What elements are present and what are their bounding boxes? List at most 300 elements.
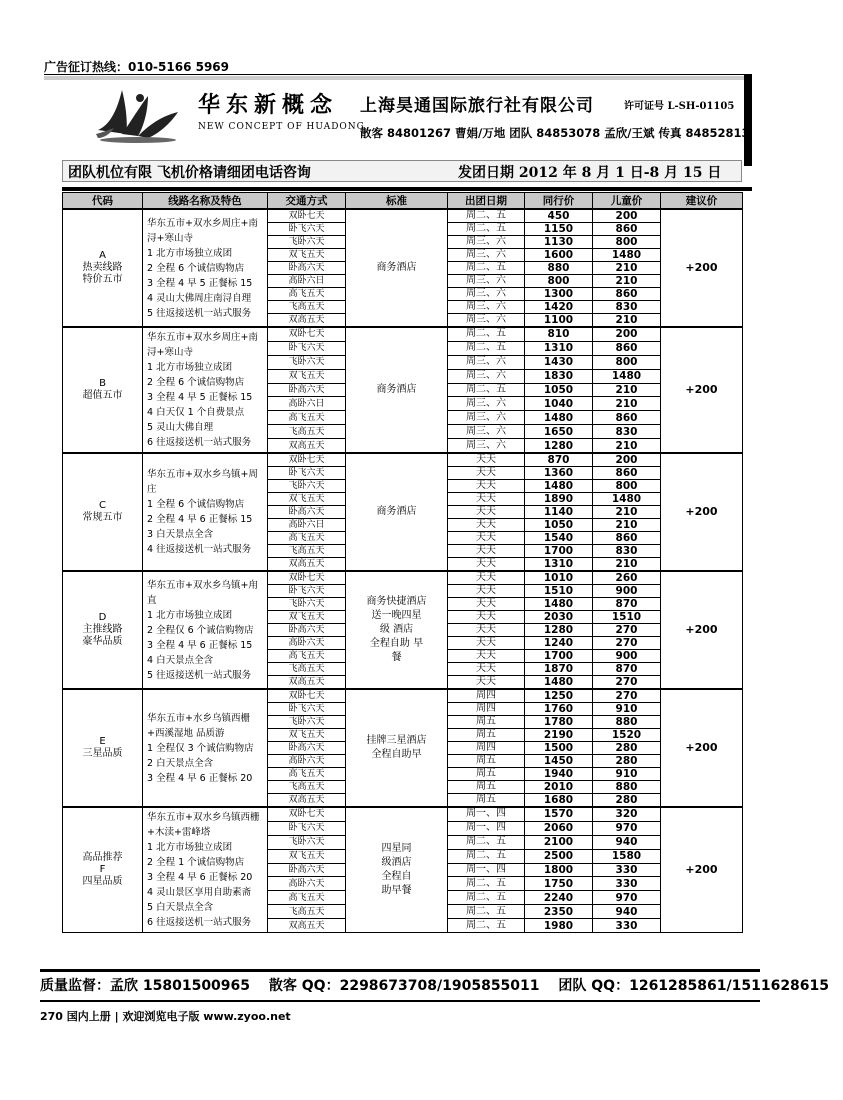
child-price: 210 bbox=[593, 275, 661, 288]
child-price: 1480 bbox=[593, 493, 661, 506]
transport-mode: 卧高六天 bbox=[268, 863, 346, 877]
transport-mode: 双飞五天 bbox=[268, 249, 346, 262]
transport-mode: 双飞五天 bbox=[268, 369, 346, 383]
child-price: 860 bbox=[593, 532, 661, 545]
peer-price: 1750 bbox=[525, 877, 593, 891]
transport-mode: 高飞五天 bbox=[268, 411, 346, 425]
child-price: 210 bbox=[593, 519, 661, 532]
transport-mode: 卧高六天 bbox=[268, 506, 346, 519]
hotel-standard-line: 全程自助早 bbox=[371, 749, 422, 760]
departure-day: 周一、四 bbox=[448, 807, 525, 821]
peer-price: 1150 bbox=[525, 223, 593, 236]
header-gray-band bbox=[44, 76, 744, 80]
table-row bbox=[63, 453, 743, 467]
hotel-standard bbox=[346, 209, 448, 327]
hotel-standard-line: 全程自 bbox=[381, 871, 412, 882]
route-feature-line: 1 全程 6 个诚信购物店 bbox=[147, 499, 245, 510]
group-code-line: 常规五市 bbox=[82, 512, 123, 523]
transport-mode: 卧高六天 bbox=[268, 383, 346, 397]
child-price: 330 bbox=[593, 919, 661, 933]
departure-day: 天天 bbox=[448, 624, 525, 637]
departure-day: 天天 bbox=[448, 480, 525, 493]
child-price: 880 bbox=[593, 716, 661, 729]
child-price: 870 bbox=[593, 598, 661, 611]
departure-day: 周二、五 bbox=[448, 835, 525, 849]
departure-day: 周一、四 bbox=[448, 821, 525, 835]
route-feature-line: 6 往返接送机一站式服务 bbox=[147, 437, 252, 448]
child-price: 210 bbox=[593, 314, 661, 328]
child-price: 940 bbox=[593, 905, 661, 919]
contact-numbers: 散客 84801267 曹娟/万地 团队 84853078 孟欣/王斌 传真 84852813 bbox=[360, 126, 750, 140]
hotel-standard-line: 商务快捷酒店 bbox=[366, 596, 427, 607]
tour-group bbox=[63, 209, 743, 327]
peer-price: 1480 bbox=[525, 411, 593, 425]
peer-price: 2350 bbox=[525, 905, 593, 919]
peer-price: 1780 bbox=[525, 716, 593, 729]
departure-day: 周二、五 bbox=[448, 891, 525, 905]
departure-day: 周三、六 bbox=[448, 355, 525, 369]
hotel-standard bbox=[346, 807, 448, 933]
transport-mode: 双高五天 bbox=[268, 558, 346, 572]
route-feature-line: 4 灵山大佛周庄南浔自理 bbox=[147, 292, 252, 304]
route-feature-line: 华东五市+双水乡乌镇+甪直 bbox=[147, 579, 258, 606]
peer-price: 1450 bbox=[525, 755, 593, 768]
route-feature-line: 5 白天景点全含 bbox=[147, 902, 214, 913]
license-number: 许可证号 L-SH-01105 bbox=[624, 101, 735, 112]
child-price: 870 bbox=[593, 663, 661, 676]
peer-price: 1760 bbox=[525, 703, 593, 716]
brand-logo-icon bbox=[92, 84, 188, 144]
group-code-line: 特价五市 bbox=[82, 274, 123, 285]
peer-price: 1510 bbox=[525, 585, 593, 598]
group-code-line: F bbox=[99, 864, 106, 875]
peer-price: 1250 bbox=[525, 689, 593, 703]
group-code bbox=[63, 327, 143, 453]
transport-mode: 双高五天 bbox=[268, 676, 346, 690]
transport-mode: 飞高五天 bbox=[268, 545, 346, 558]
footer-divider bbox=[40, 969, 760, 972]
peer-price: 1420 bbox=[525, 301, 593, 314]
child-price: 970 bbox=[593, 821, 661, 835]
page-footer: 270 国内上册 | 欢迎浏览电子版 www.zyoo.net bbox=[40, 1010, 291, 1023]
peer-price: 1800 bbox=[525, 863, 593, 877]
peer-price: 1980 bbox=[525, 919, 593, 933]
departure-day: 周二、五 bbox=[448, 209, 525, 223]
departure-day: 天天 bbox=[448, 676, 525, 690]
peer-price: 1940 bbox=[525, 768, 593, 781]
peer-price: 1280 bbox=[525, 439, 593, 453]
child-price: 210 bbox=[593, 262, 661, 275]
transport-mode: 卧飞六天 bbox=[268, 703, 346, 716]
peer-price: 1700 bbox=[525, 650, 593, 663]
departure-day: 周五 bbox=[448, 729, 525, 742]
tour-group bbox=[63, 327, 743, 453]
hotel-standard-line: 商务酒店 bbox=[376, 262, 417, 273]
title-departure-dates: 发团日期 2012 年 8 月 1 日-8 月 15 日 bbox=[458, 165, 722, 181]
departure-day: 天天 bbox=[448, 611, 525, 624]
group-code-line: 豪华品质 bbox=[82, 636, 123, 647]
peer-price: 1310 bbox=[525, 341, 593, 355]
table-row bbox=[63, 807, 743, 821]
route-features bbox=[143, 571, 268, 689]
route-feature-line: 2 全程 1 个诚信购物店 bbox=[147, 857, 245, 868]
peer-price: 2100 bbox=[525, 835, 593, 849]
peer-price: 2010 bbox=[525, 781, 593, 794]
departure-day: 周三、六 bbox=[448, 425, 525, 439]
peer-price: 1010 bbox=[525, 571, 593, 585]
route-feature-line: 3 全程 4 早 6 正餐标 15 bbox=[147, 639, 253, 651]
route-feature-line: 4 白天仅 1 个自费景点 bbox=[147, 407, 245, 418]
transport-mode: 卧高六天 bbox=[268, 624, 346, 637]
route-feature-line: 1 北方市场独立成团 bbox=[147, 842, 233, 853]
child-price: 210 bbox=[593, 558, 661, 572]
departure-day: 周二、五 bbox=[448, 919, 525, 933]
peer-price: 1130 bbox=[525, 236, 593, 249]
transport-mode: 高卧六天 bbox=[268, 877, 346, 891]
departure-day: 周三、六 bbox=[448, 301, 525, 314]
departure-day: 天天 bbox=[448, 585, 525, 598]
transport-mode: 高飞五天 bbox=[268, 532, 346, 545]
peer-price: 1430 bbox=[525, 355, 593, 369]
departure-day: 周二、五 bbox=[448, 905, 525, 919]
transport-mode: 双卧七天 bbox=[268, 453, 346, 467]
route-feature-line: 3 全程 4 早 5 正餐标 15 bbox=[147, 392, 253, 403]
departure-day: 周一、四 bbox=[448, 863, 525, 877]
peer-price: 1100 bbox=[525, 314, 593, 328]
transport-mode: 卧飞六天 bbox=[268, 341, 346, 355]
transport-mode: 高飞五天 bbox=[268, 768, 346, 781]
header-transport: 交通方式 bbox=[268, 193, 346, 210]
child-price: 830 bbox=[593, 425, 661, 439]
child-price: 330 bbox=[593, 863, 661, 877]
group-code bbox=[63, 453, 143, 571]
transport-mode: 飞高五天 bbox=[268, 425, 346, 439]
group-code-line: 超值五市 bbox=[82, 390, 123, 401]
peer-price: 2500 bbox=[525, 849, 593, 863]
table-header-row bbox=[63, 193, 743, 210]
child-price: 860 bbox=[593, 341, 661, 355]
table-row bbox=[63, 571, 743, 585]
hotel-standard-line: 商务酒店 bbox=[376, 384, 417, 395]
company-name: 上海昊通国际旅行社有限公司 bbox=[360, 96, 594, 116]
child-price: 860 bbox=[593, 467, 661, 480]
departure-day: 天天 bbox=[448, 519, 525, 532]
route-feature-line: 3 全程 4 早 5 正餐标 15 bbox=[147, 277, 253, 289]
child-price: 210 bbox=[593, 439, 661, 453]
transport-mode: 卧飞六天 bbox=[268, 821, 346, 835]
departure-day: 天天 bbox=[448, 493, 525, 506]
child-price: 800 bbox=[593, 355, 661, 369]
departure-day: 周三、六 bbox=[448, 314, 525, 328]
child-price: 900 bbox=[593, 650, 661, 663]
peer-price: 1050 bbox=[525, 519, 593, 532]
footer-line bbox=[40, 1000, 760, 1002]
route-features bbox=[143, 327, 268, 453]
hotel-standard bbox=[346, 571, 448, 689]
route-feature-line: 3 全程 4 早 6 正餐标 20 bbox=[147, 872, 253, 883]
departure-day: 天天 bbox=[448, 506, 525, 519]
header-child-price: 儿童价 bbox=[593, 193, 661, 210]
transport-mode: 双高五天 bbox=[268, 919, 346, 933]
departure-day: 周四 bbox=[448, 689, 525, 703]
child-price: 210 bbox=[593, 506, 661, 519]
suggested-price: +200 bbox=[661, 689, 743, 807]
departure-day: 天天 bbox=[448, 663, 525, 676]
tour-price-table bbox=[62, 192, 743, 933]
child-price: 940 bbox=[593, 835, 661, 849]
peer-price: 1480 bbox=[525, 480, 593, 493]
peer-price: 1680 bbox=[525, 794, 593, 808]
route-features bbox=[143, 689, 268, 807]
hotel-standard bbox=[346, 327, 448, 453]
peer-price: 1870 bbox=[525, 663, 593, 676]
transport-mode: 双飞五天 bbox=[268, 493, 346, 506]
route-feature-line: 4 灵山景区享用自助素斋 bbox=[147, 887, 252, 898]
departure-day: 周二、五 bbox=[448, 383, 525, 397]
suggested-price: +200 bbox=[661, 453, 743, 571]
route-feature-line: 5 往返接送机一站式服务 bbox=[147, 669, 252, 681]
peer-price: 1890 bbox=[525, 493, 593, 506]
route-feature-line: 华东五市+水乡乌镇西栅+西溪湿地 品质游 bbox=[147, 712, 250, 739]
hotel-standard-line: 全程自助 早 bbox=[369, 638, 424, 649]
child-price: 1480 bbox=[593, 369, 661, 383]
transport-mode: 双卧七天 bbox=[268, 807, 346, 821]
child-price: 270 bbox=[593, 624, 661, 637]
group-code-line: 热卖线路 bbox=[82, 262, 123, 273]
peer-price: 1830 bbox=[525, 369, 593, 383]
route-features bbox=[143, 209, 268, 327]
route-feature-line: 2 全程 6 个诚信购物店 bbox=[147, 262, 245, 274]
peer-price: 450 bbox=[525, 209, 593, 223]
child-price: 260 bbox=[593, 571, 661, 585]
peer-price: 1540 bbox=[525, 532, 593, 545]
route-feature-line: 6 往返接送机一站式服务 bbox=[147, 917, 252, 928]
departure-day: 周三、六 bbox=[448, 249, 525, 262]
transport-mode: 卧高六天 bbox=[268, 742, 346, 755]
child-price: 280 bbox=[593, 755, 661, 768]
transport-mode: 飞高五天 bbox=[268, 663, 346, 676]
route-feature-line: 华东五市+双水乡乌镇+周庄 bbox=[147, 469, 258, 495]
title-left: 团队机位有限 飞机价格请细团电话咨询 bbox=[68, 165, 311, 181]
peer-price: 1600 bbox=[525, 249, 593, 262]
hotel-standard-line: 挂牌三星酒店 bbox=[366, 735, 427, 746]
group-code bbox=[63, 209, 143, 327]
peer-price: 1500 bbox=[525, 742, 593, 755]
peer-price: 2190 bbox=[525, 729, 593, 742]
group-code-line: E bbox=[99, 736, 106, 747]
departure-day: 周三、六 bbox=[448, 275, 525, 288]
departure-day: 周五 bbox=[448, 794, 525, 808]
ad-hotline: 广告征订热线：010-5166 5969 bbox=[44, 60, 230, 74]
child-price: 830 bbox=[593, 545, 661, 558]
header-peer-price: 同行价 bbox=[525, 193, 593, 210]
hotel-standard-line: 级 酒店 bbox=[379, 624, 414, 635]
child-price: 970 bbox=[593, 891, 661, 905]
group-code-line: 高品推荐 bbox=[82, 852, 123, 863]
departure-day: 周三、六 bbox=[448, 397, 525, 411]
child-price: 800 bbox=[593, 236, 661, 249]
transport-mode: 卧飞六天 bbox=[268, 585, 346, 598]
child-price: 270 bbox=[593, 637, 661, 650]
peer-price: 800 bbox=[525, 275, 593, 288]
departure-day: 天天 bbox=[448, 545, 525, 558]
departure-day: 天天 bbox=[448, 650, 525, 663]
route-feature-line: 3 白天景点全含 bbox=[147, 529, 214, 540]
transport-mode: 双高五天 bbox=[268, 794, 346, 808]
transport-mode: 双卧七天 bbox=[268, 689, 346, 703]
hotel-standard-line: 餐 bbox=[391, 652, 402, 663]
transport-mode: 飞高五天 bbox=[268, 301, 346, 314]
transport-mode: 飞卧六天 bbox=[268, 355, 346, 369]
fit-qq: 散客 QQ：2298673708/1905855011 bbox=[268, 978, 540, 994]
transport-mode: 高卧六天 bbox=[268, 637, 346, 650]
group-code bbox=[63, 689, 143, 807]
transport-mode: 高飞五天 bbox=[268, 891, 346, 905]
route-feature-line: 2 全程 4 早 6 正餐标 15 bbox=[147, 514, 253, 525]
child-price: 1480 bbox=[593, 249, 661, 262]
child-price: 270 bbox=[593, 689, 661, 703]
peer-price: 1240 bbox=[525, 637, 593, 650]
table-row bbox=[63, 209, 743, 223]
hotel-standard-line: 助早餐 bbox=[381, 885, 412, 896]
departure-day: 周四 bbox=[448, 742, 525, 755]
departure-day: 周二、五 bbox=[448, 223, 525, 236]
header-divider bbox=[44, 74, 744, 75]
peer-price: 1300 bbox=[525, 288, 593, 301]
departure-day: 周四 bbox=[448, 703, 525, 716]
group-code-line: C bbox=[99, 500, 106, 511]
transport-mode: 高飞五天 bbox=[268, 650, 346, 663]
departure-day: 周三、六 bbox=[448, 439, 525, 453]
child-price: 910 bbox=[593, 768, 661, 781]
route-feature-line: 4 白天景点全含 bbox=[147, 654, 214, 666]
departure-day: 周二、五 bbox=[448, 877, 525, 891]
departure-day: 周二、五 bbox=[448, 262, 525, 275]
peer-price: 1480 bbox=[525, 598, 593, 611]
transport-mode: 双卧七天 bbox=[268, 209, 346, 223]
peer-price: 2030 bbox=[525, 611, 593, 624]
peer-price: 1140 bbox=[525, 506, 593, 519]
group-code-line: 四星品质 bbox=[82, 876, 123, 887]
child-price: 270 bbox=[593, 676, 661, 690]
route-feature-line: 3 全程 4 早 6 正餐标 20 bbox=[147, 772, 253, 784]
child-price: 1580 bbox=[593, 849, 661, 863]
child-price: 200 bbox=[593, 209, 661, 223]
peer-price: 1310 bbox=[525, 558, 593, 572]
transport-mode: 双高五天 bbox=[268, 439, 346, 453]
transport-mode: 飞卧六天 bbox=[268, 236, 346, 249]
departure-day: 周二、五 bbox=[448, 341, 525, 355]
route-feature-line: 华东五市+双水乡周庄+南浔+寒山寺 bbox=[147, 217, 258, 244]
transport-mode: 高卧六日 bbox=[268, 275, 346, 288]
child-price: 830 bbox=[593, 301, 661, 314]
child-price: 280 bbox=[593, 794, 661, 808]
departure-day: 周二、五 bbox=[448, 849, 525, 863]
tour-group bbox=[63, 807, 743, 933]
table-row bbox=[63, 327, 743, 341]
suggested-price: +200 bbox=[661, 807, 743, 933]
peer-price: 1700 bbox=[525, 545, 593, 558]
header-standard: 标准 bbox=[346, 193, 448, 210]
route-features bbox=[143, 807, 268, 933]
transport-mode: 高卧六天 bbox=[268, 755, 346, 768]
peer-price: 810 bbox=[525, 327, 593, 341]
departure-day: 周三、六 bbox=[448, 236, 525, 249]
child-price: 1510 bbox=[593, 611, 661, 624]
child-price: 860 bbox=[593, 223, 661, 236]
group-qq: 团队 QQ：1261285861/1511628615 bbox=[558, 978, 830, 994]
child-price: 900 bbox=[593, 585, 661, 598]
route-feature-line: 5 往返接送机一站式服务 bbox=[147, 307, 252, 319]
route-feature-line: 4 往返接送机一站式服务 bbox=[147, 544, 252, 555]
transport-mode: 飞卧六天 bbox=[268, 480, 346, 493]
peer-price: 1650 bbox=[525, 425, 593, 439]
transport-mode: 卧飞六天 bbox=[268, 467, 346, 480]
header-departure: 出团日期 bbox=[448, 193, 525, 210]
transport-mode: 飞卧六天 bbox=[268, 716, 346, 729]
tour-group bbox=[63, 689, 743, 807]
transport-mode: 双飞五天 bbox=[268, 611, 346, 624]
departure-day: 周三、六 bbox=[448, 288, 525, 301]
child-price: 800 bbox=[593, 480, 661, 493]
route-feature-line: 华东五市+双水乡乌镇西栅+木渎+雷峰塔 bbox=[147, 812, 260, 838]
hotel-standard-line: 商务酒店 bbox=[376, 506, 417, 517]
transport-mode: 卧高六天 bbox=[268, 262, 346, 275]
hotel-standard-line: 级酒店 bbox=[381, 857, 412, 868]
header-route: 线路名称及特色 bbox=[143, 193, 268, 210]
group-code-line: D bbox=[98, 612, 107, 623]
transport-mode: 高卧六日 bbox=[268, 397, 346, 411]
transport-mode: 飞卧六天 bbox=[268, 598, 346, 611]
route-feature-line: 1 北方市场独立成团 bbox=[147, 362, 233, 373]
departure-day: 周三、六 bbox=[448, 369, 525, 383]
route-feature-line: 1 北方市场独立成团 bbox=[147, 247, 233, 259]
hotel-standard bbox=[346, 689, 448, 807]
route-feature-line: 2 全程仅 6 个诚信购物店 bbox=[147, 624, 254, 636]
group-code-line: B bbox=[99, 378, 106, 389]
departure-day: 周五 bbox=[448, 716, 525, 729]
child-price: 860 bbox=[593, 288, 661, 301]
hotel-standard-line: 四星同 bbox=[381, 843, 412, 854]
departure-day: 天天 bbox=[448, 532, 525, 545]
peer-price: 2240 bbox=[525, 891, 593, 905]
hotel-standard bbox=[346, 453, 448, 571]
child-price: 860 bbox=[593, 411, 661, 425]
departure-day: 天天 bbox=[448, 571, 525, 585]
peer-price: 1050 bbox=[525, 383, 593, 397]
tour-group bbox=[63, 453, 743, 571]
child-price: 200 bbox=[593, 327, 661, 341]
transport-mode: 双飞五天 bbox=[268, 729, 346, 742]
group-code-line: A bbox=[99, 250, 106, 261]
peer-price: 1360 bbox=[525, 467, 593, 480]
peer-price: 1570 bbox=[525, 807, 593, 821]
transport-mode: 高飞五天 bbox=[268, 288, 346, 301]
suggested-price: +200 bbox=[661, 209, 743, 327]
group-code bbox=[63, 807, 143, 933]
peer-price: 1040 bbox=[525, 397, 593, 411]
group-code bbox=[63, 571, 143, 689]
transport-mode: 双高五天 bbox=[268, 314, 346, 328]
child-price: 330 bbox=[593, 877, 661, 891]
child-price: 210 bbox=[593, 383, 661, 397]
child-price: 320 bbox=[593, 807, 661, 821]
peer-price: 1280 bbox=[525, 624, 593, 637]
transport-mode: 双卧七天 bbox=[268, 327, 346, 341]
transport-mode: 双卧七天 bbox=[268, 571, 346, 585]
brand-name-en: NEW CONCEPT OF HUADONG bbox=[198, 122, 365, 132]
departure-day: 天天 bbox=[448, 558, 525, 572]
